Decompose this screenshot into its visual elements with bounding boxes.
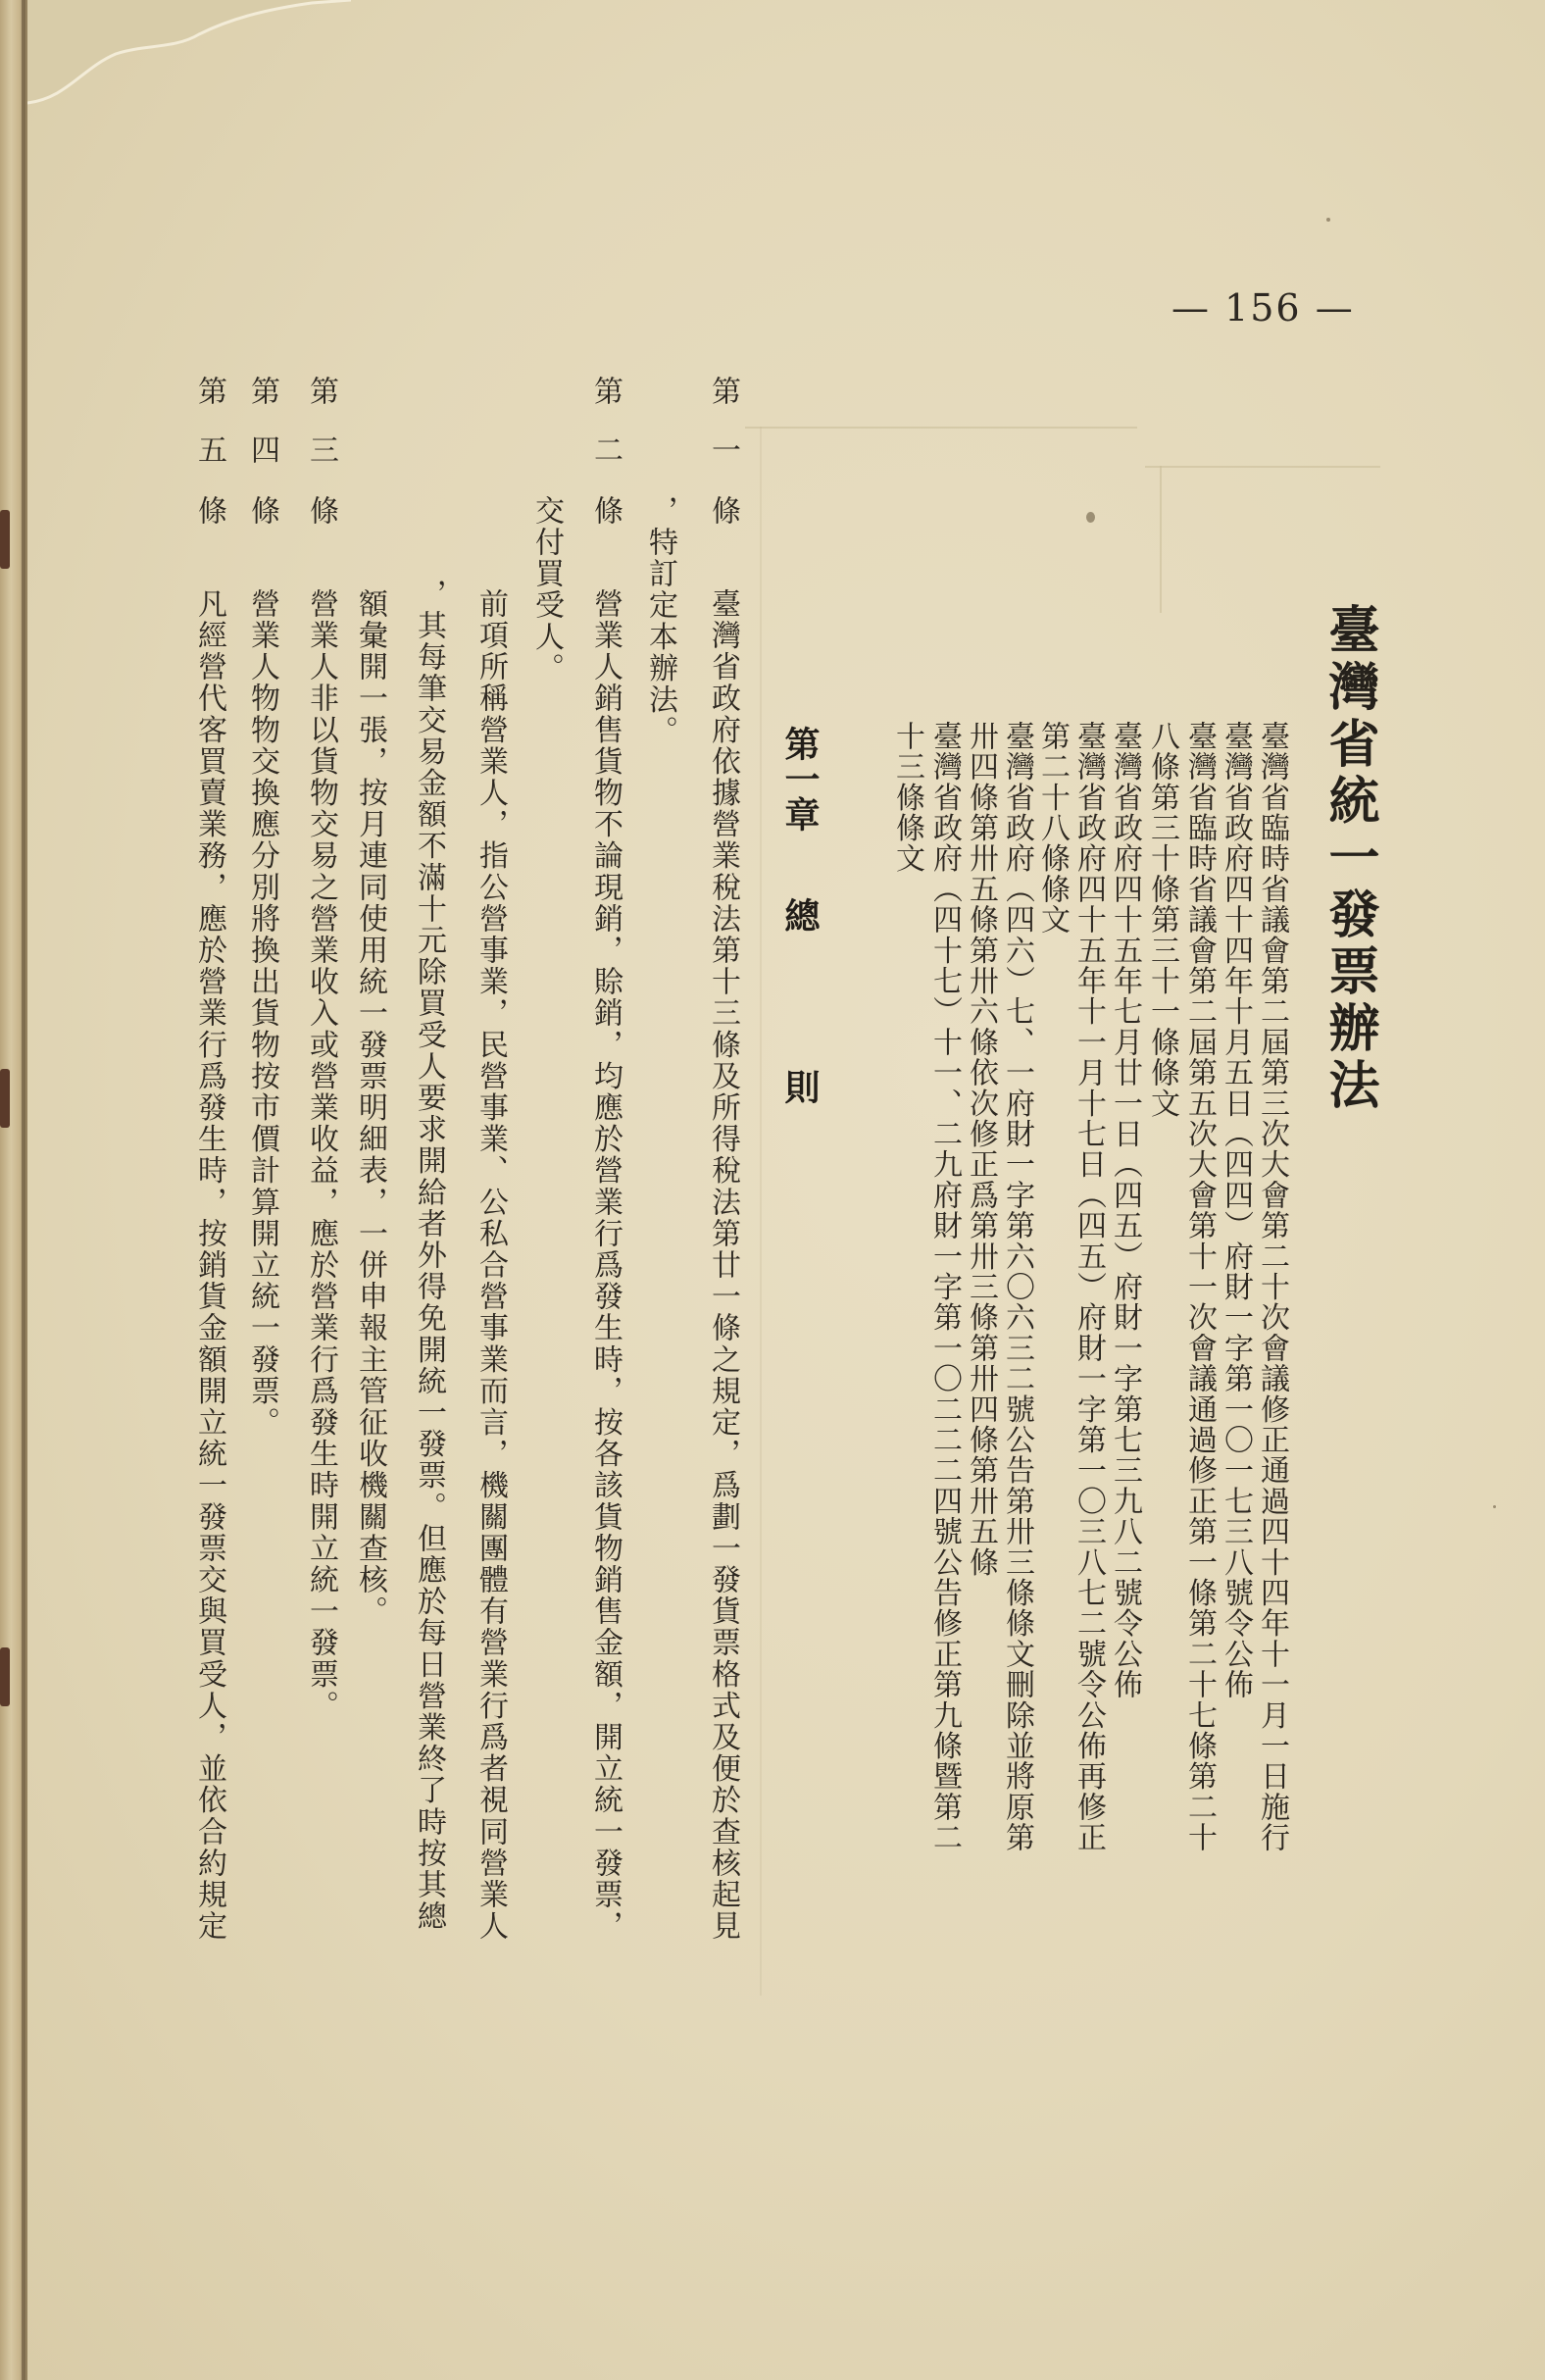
article-label-char: 第 [588, 376, 623, 405]
binding-thread [0, 510, 10, 569]
ink-speck [1493, 1505, 1496, 1508]
preamble-line: 卅四條第卅五條第卅六條依次修正爲第卅三條第卅四條第卅五條 [964, 721, 998, 1578]
ink-speck [1086, 512, 1095, 523]
preamble-line: 臺灣省政府（四六）七、一府財一字第六〇六三二號公告第卅三條條文刪除並將原第 [1000, 721, 1034, 1853]
preamble-line: 臺灣省政府（四十七）十一、二九府財一字第一〇二二二四號公告修正第九條暨第二 [927, 721, 962, 1853]
spine-edge [22, 0, 25, 2380]
article-1-text: 臺灣省政府依據營業稅法第十三條及所得稅法第廿一條之規定，爲劃一發貨票格式及便於查核起見 [706, 588, 740, 1943]
article-2-text: 營業人銷售貨物不論現銷，賒銷，均應於營業行爲發生時，按各該貨物銷售金額，開立統一發票， [588, 588, 623, 1943]
article-2-text: 交付買受人。 [529, 495, 564, 684]
article-3-text: 營業人非以貨物交易之營業收入或營業收益，應於營業行爲發生時開立統一發票。 [304, 588, 338, 1722]
ink-speck [1326, 218, 1330, 222]
page-number: — 156 — [1171, 286, 1355, 329]
article-label-char: 三 [304, 434, 338, 464]
article-label-char: 條 [245, 495, 279, 525]
article-label-char: 五 [192, 434, 226, 464]
preamble-line: 臺灣省政府四十五年十一月十七日（四五）府財一字第一〇三八七二號令公佈再修正 [1072, 721, 1106, 1853]
preamble-line: 臺灣省政府四十五年七月廿一日（四五）府財一字第七三九八二號令公佈 [1108, 721, 1142, 1700]
article-label-char: 第 [245, 376, 279, 405]
article-label-char: 第 [706, 376, 740, 405]
article-label-char: 條 [706, 495, 740, 525]
preamble-line: 十三條條文 [890, 721, 924, 874]
article-label-char: 四 [245, 434, 279, 464]
chapter-heading-word: 總 [779, 897, 821, 933]
article-2-text: ，其每筆交易金額不滿十元除買受人要求開給者外得免開統一發票。但應於每日營業終了時按其總 [412, 579, 446, 1933]
article-5-text: 凡經營代客買賣業務，應於營業行爲發生時，按銷貨金額開立統一發票交與買受人，並依合約規定 [192, 588, 226, 1943]
preamble-line: 第二十八條條文 [1035, 721, 1070, 936]
article-label-char: 第 [304, 376, 338, 405]
article-label-char: 第 [192, 376, 226, 405]
show-through-rule [760, 427, 762, 1996]
preamble-line: 八條第三十條第三十一條條文 [1145, 721, 1179, 1119]
article-label-char: 一 [706, 434, 740, 464]
show-through-rule [1160, 466, 1162, 613]
chapter-heading-number: 第一章 [779, 726, 821, 832]
article-1-text: ，特訂定本辦法。 [643, 495, 677, 747]
chapter-heading-word: 則 [779, 1069, 821, 1104]
show-through-rule [1145, 466, 1380, 468]
article-label-char: 二 [588, 434, 623, 464]
binding-thread [0, 1069, 10, 1128]
binding-thread [0, 1647, 10, 1706]
show-through-rule [745, 427, 1137, 429]
article-4-text: 營業人物物交換應分別將換出貨物按市價計算開立統一發票。 [245, 588, 279, 1439]
preamble-line: 臺灣省臨時省議會第二屆第三次大會第二十次會議修正通過四十四年十一月一日施行 [1255, 721, 1289, 1853]
article-label-char: 條 [588, 495, 623, 525]
document-title: 臺灣省統一發票辦法 [1320, 603, 1379, 1115]
article-label-char: 條 [304, 495, 338, 525]
article-2-text: 額彙開一張，按月連同使用統一發票明細表，一併申報主管征收機關查核。 [353, 588, 387, 1628]
article-label-char: 條 [192, 495, 226, 525]
preamble-line: 臺灣省臨時省議會第二屆第五次大會第十一次會議通過修正第一條第二十七條第二十 [1182, 721, 1217, 1853]
article-2-text: 前項所稱營業人，指公營事業，民營事業、公私合營事業而言，機關團體有營業行爲者視同營業人 [473, 588, 508, 1943]
preamble-line: 臺灣省政府四十四年十月五日（四四）府財一字第一〇一七三八號令公佈 [1219, 721, 1253, 1700]
